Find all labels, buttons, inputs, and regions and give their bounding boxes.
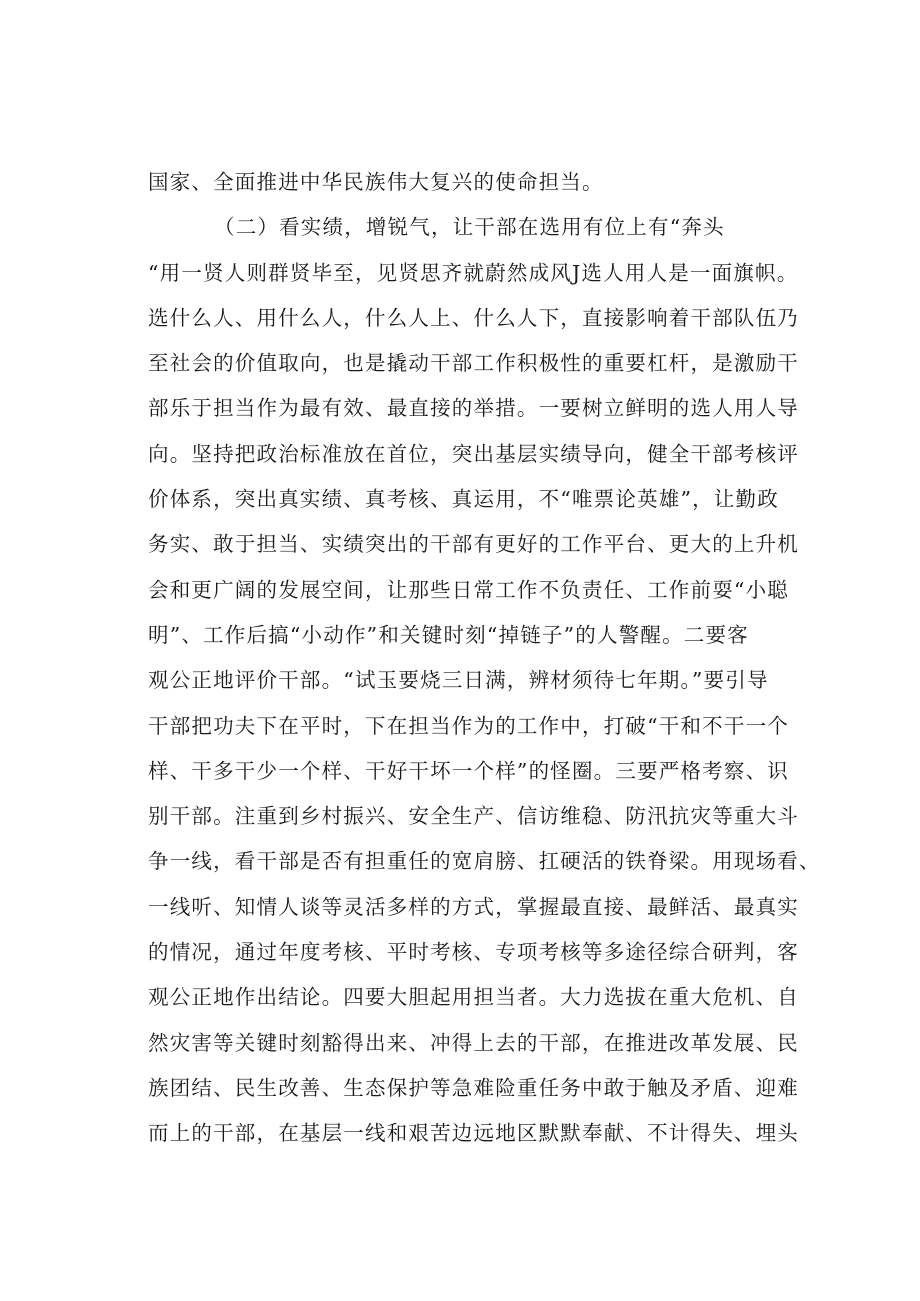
- text-line: 价体系，突出真实绩、真考核、真运用，不“唯票论英雄”，让勤政: [148, 487, 779, 512]
- text-line: 部乐于担当作为最有效、最直接的举措。一要树立鲜明的选人用人导: [148, 396, 799, 421]
- text-line: 会和更广阔的发展空间，让那些日常工作不负责任、工作前耍“小聪: [148, 577, 789, 602]
- text-line: 务实、敢于担当、实绩突出的干部有更好的工作平台、更大的上升机: [148, 532, 799, 557]
- text-line: 干部把功夫下在平时，下在担当作为的工作中，打破“干和不干一个: [148, 713, 789, 738]
- text-line: 向。坚持把政治标准放在首位，突出基层实绩导向，健全干部考核评: [148, 441, 799, 466]
- text-line: 而上的干部，在基层一线和艰苦边远地区默默奉献、不计得失、埋头: [148, 1121, 799, 1146]
- section-heading: （二）看实绩，增锐气，让干部在选用有位上有“奔头: [214, 215, 725, 240]
- text-line: 族团结、民生改善、生态保护等急难险重任务中敢于触及矛盾、迎难: [148, 1075, 799, 1100]
- text-line: 然灾害等关键时刻豁得出来、冲得上去的干部，在推进改革发展、民: [148, 1030, 799, 1055]
- text-line: 明”、工作后搞“小动作”和关键时刻“掉链子”的人警醒。二要客: [148, 622, 749, 647]
- text-line: 样、干多干少一个样、干好干坏一个样”的怪圈。三要严格考察、识: [148, 758, 789, 783]
- text-line: “用一贤人则群贤毕至，见贤思齐就蔚然成风J选人用人是一面旗帜。: [148, 260, 799, 285]
- text-line: 别干部。注重到乡村振兴、安全生产、信访维稳、防汛抗灾等重大斗: [148, 804, 799, 829]
- text-line: 观公正地评价干部。“试玉要烧三日满，辨材须待七年期。”要引导: [148, 668, 769, 693]
- body-text: [148, 160, 821, 1157]
- text-line: 观公正地作出结论。四要大胆起用担当者。大力选拔在重大危机、自: [148, 985, 799, 1010]
- text-line: 国家、全面推进中华民族伟大复兴的使命担当。: [148, 170, 604, 194]
- text-line: 的情况，通过年度考核、平时考核、专项考核等多途径综合研判，客: [148, 940, 799, 965]
- text-line: 至社会的价值取向，也是撬动干部工作积极性的重要杠杆，是激励干: [148, 351, 799, 376]
- text-line: 一线听、知情人谈等灵活多样的方式，掌握最直接、最鲜活、最真实: [148, 894, 799, 919]
- text-line: 选什么人、用什么人，什么人上、什么人下，直接影响着干部队伍乃: [148, 305, 799, 330]
- text-line: 争一线，看干部是否有担重任的宽肩膀、扛硬活的铁脊梁。用现场看、: [148, 849, 821, 874]
